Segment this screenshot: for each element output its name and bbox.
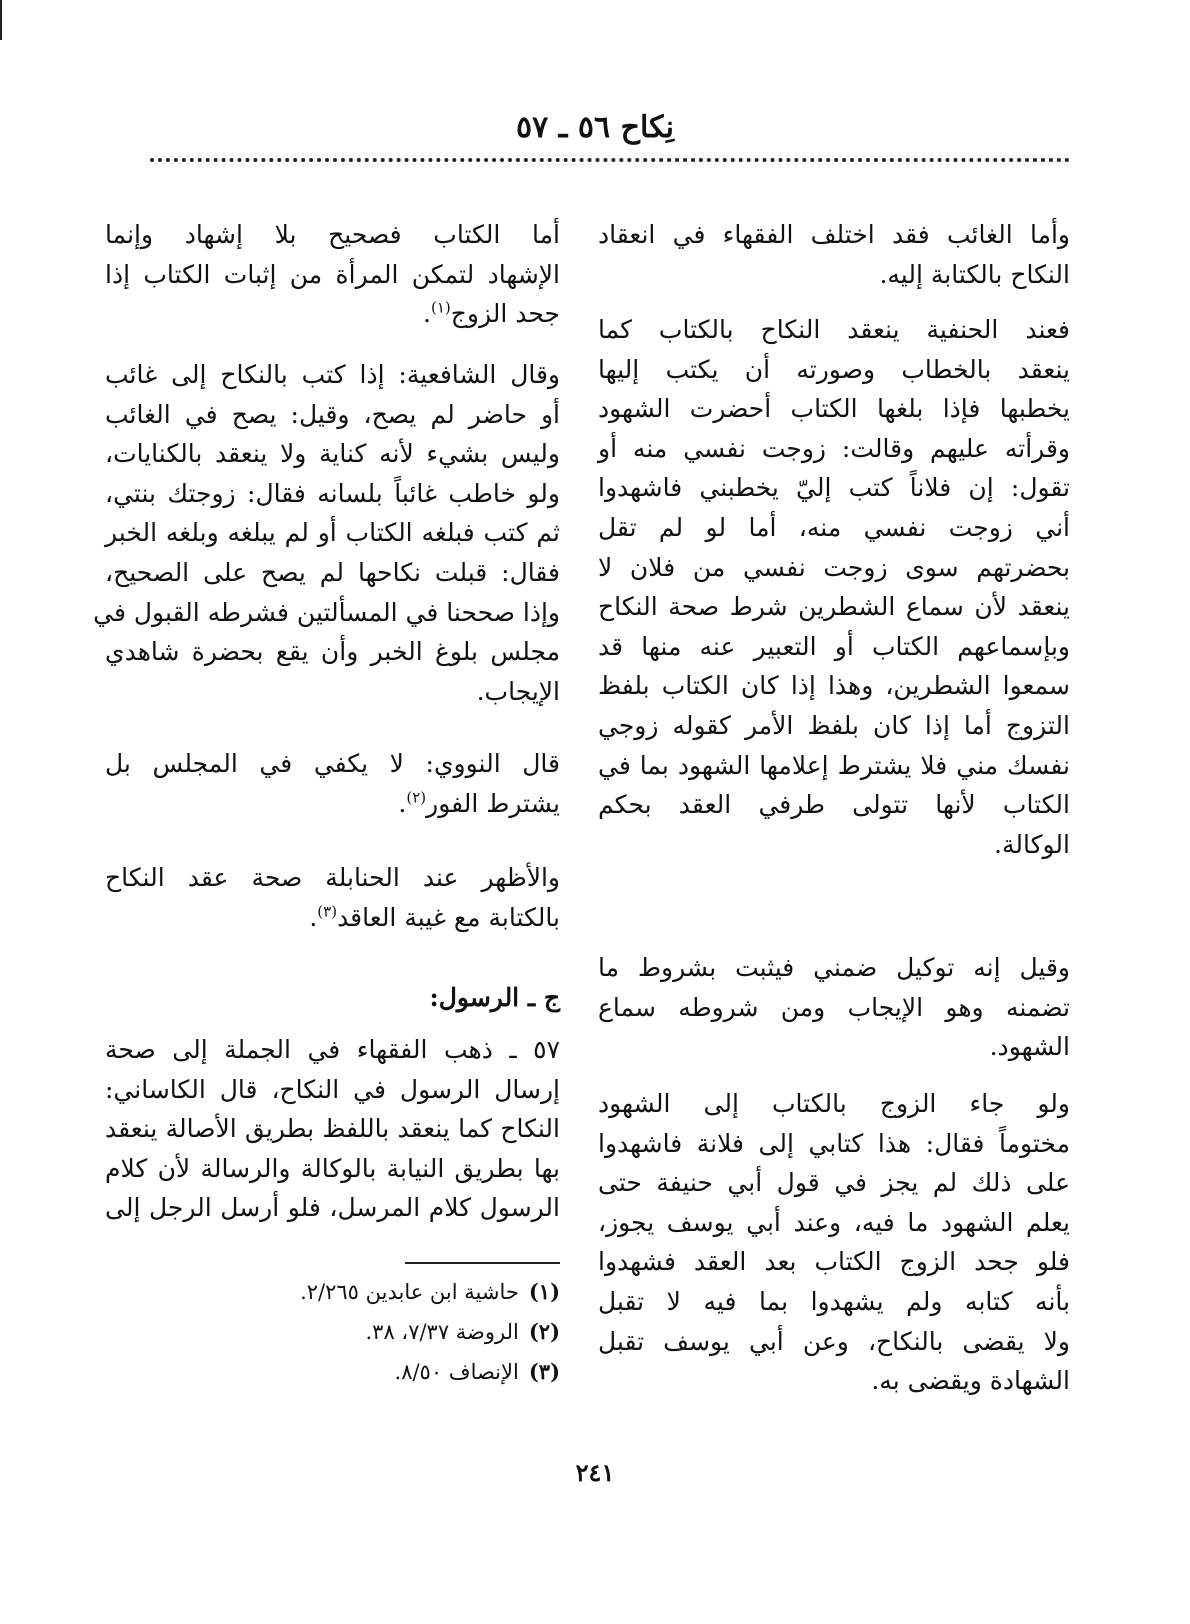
text-line [598,1242,1070,1282]
line-text: يخطبها فإذا بلغها الكتاب أحضرت الشهود [598,394,1070,424]
page-header-title: نِكاح ٥٦ ـ ٥٧ [515,110,675,145]
text-line [93,593,560,633]
footnote-item [260,1352,560,1392]
line-text: وليس بشيء لأنه كناية ولا ينعقد بالكنايات، [105,439,560,469]
text-line [598,508,1070,548]
text-line [598,988,1070,1028]
line-text: الشهود. [989,1032,1070,1062]
text-line [105,672,560,712]
text-line [105,553,560,593]
text-line [598,548,1070,588]
text-line [598,429,1070,469]
text-line [105,294,560,334]
text-line [598,468,1070,508]
line-text: ينعقد لأن سماع الشطرين شرط صحة النكاح [598,592,1070,622]
line-text: الكتاب لأنها تتولى طرفي العقد بحكم [598,790,1070,820]
footnote-reference: (٢) [406,788,427,807]
line-text: الرسول كلام المرسل، فلو أرسل الرجل إلى [105,1193,560,1223]
footnote-item [260,1312,560,1352]
text-line [105,434,560,474]
text-line [598,1027,1070,1067]
line-text: على ذلك لم يجز في قول أبي حنيفة حتى [598,1168,1070,1198]
text-line [105,1070,560,1110]
text-line [105,355,560,395]
text-line [105,255,560,295]
paragraph [105,858,560,937]
line-end-punctuation: . [398,788,407,818]
text-line [598,706,1070,746]
line-text: تقول: إن فلاناً كتب إليّ يخطبني فاشهدوا [598,473,1070,503]
line-text: فعند الحنفية ينعقد النكاح بالكتاب كما [598,315,1070,344]
line-text: ولو خاطب غائباً بلسانه فقال: زوجتك بنتي، [105,478,560,508]
line-text: أو حاضر لم يصح، وقيل: يصح في الغائب [105,399,560,429]
line-text: النكاح كما ينعقد باللفظ بطريق الأصالة ينعقد [105,1114,560,1144]
footnote-text: حاشية ابن عابدين ٢/٢٦٥. [300,1280,519,1304]
line-text: وقال الشافعية: إذا كتب بالنكاح إلى غائب [105,360,560,389]
text-line [598,666,1070,706]
line-text: بحضرتهم سوى زوجت نفسي من فلان لا [598,552,1070,582]
text-line [598,1124,1070,1164]
text-line [598,746,1070,786]
footnote-text: الإنصاف ٨/٥٠. [394,1360,519,1384]
line-text: ثم كتب فبلغه الكتاب أو لم يبلغه وبلغه الخبر [105,518,560,548]
footnote-item [260,1272,560,1312]
text-line [598,785,1070,825]
text-line [598,310,1070,350]
line-text: بها بطريق النيابة بالوكالة والرسالة لأن كلام [105,1153,560,1183]
text-line [105,215,560,255]
footnotes [260,1272,560,1392]
scan-edge-mark [0,0,2,40]
line-end-punctuation: . [309,902,318,932]
line-text: أني زوجت نفسي منه، أما لو لم تقل [598,512,1070,542]
text-line [105,978,560,1018]
footnote-number: (١) [528,1279,560,1304]
line-end-punctuation: . [423,299,431,329]
line-text: النكاح بالكتابة إليه. [879,259,1070,289]
line-text: ولو جاء الزوج بالكتاب إلى الشهود [598,1089,1070,1118]
text-line [105,1149,560,1189]
text-line [598,350,1070,390]
line-text: وبإسماعهم الكتاب أو التعبير عنه منها قد [598,631,1070,661]
line-text: بأنه كتابه ولم يشهدوا بما فيه لا تقبل [598,1286,1070,1316]
line-text: وأما الغائب فقد اختلف الفقهاء في انعقاد [598,220,1070,249]
text-line [598,948,1070,988]
line-text: مجلس بلوغ الخبر وأن يقع بحضرة شاهدي [105,637,560,667]
page-number: ٢٤١ [575,1458,615,1487]
footnote-separator [405,1262,560,1264]
text-line [598,1322,1070,1362]
text-line [598,1203,1070,1243]
line-text: وقيل إنه توكيل ضمني فيثبت بشروط ما [598,953,1070,982]
line-text: نفسك مني فلا يشترط إعلامها الشهود بما في [598,750,1070,780]
line-text: إرسال الرسول في النكاح، قال الكاساني: [105,1074,560,1104]
paragraph [598,1084,1070,1401]
text-line [598,1361,1070,1401]
header-dotted-divider [150,158,1070,166]
line-text: سمعوا الشطرين، وهذا إذا كان الكتاب بلفظ [598,671,1070,701]
text-line [598,825,1070,865]
line-text: ج ـ الرسول: [429,983,560,1012]
line-text: الإشهاد لتمكن المرأة من إثبات الكتاب إذا [105,259,560,289]
footnote-text: الروضة ٧/٣٧، ٣٨. [365,1320,519,1344]
paragraph [105,215,560,334]
text-line [105,898,560,938]
text-line [598,255,1070,295]
text-line [105,1030,560,1070]
line-text: تضمنه وهو الإيجاب ومن شروطه سماع [598,992,1070,1022]
line-text: فلو جحد الزوج الكتاب بعد العقد فشهدوا [598,1247,1070,1277]
line-text: الشهادة ويقضى به. [871,1366,1070,1396]
line-text: يعلم الشهود ما فيه، وعند أبي يوسف يجوز، [598,1207,1070,1237]
text-line [598,215,1070,255]
text-line [105,632,560,672]
line-text: بالكتابة مع غيبة العاقد [337,902,560,932]
line-text: ينعقد بالخطاب وصورته أن يكتب إليها [598,354,1070,384]
text-line [598,1163,1070,1203]
text-line [598,1282,1070,1322]
text-line [105,744,560,784]
paragraph [93,355,560,711]
line-text: وإذا صححنا في المسألتين فشرطه القبول في [93,597,560,627]
line-text: والأظهر عند الحنابلة صحة عقد النكاح [105,863,560,892]
line-text: ٥٧ ـ ذهب الفقهاء في الجملة إلى صحة [105,1035,560,1064]
text-line [598,1084,1070,1124]
text-line [598,389,1070,429]
line-text: فقال: قبلت نكاحها لم يصح على الصحيح، [105,557,560,587]
line-text: ولا يقضى بالنكاح، وعن أبي يوسف تقبل [598,1326,1070,1356]
line-text: يشترط الفور [426,788,560,818]
paragraph [105,1030,560,1228]
text-line [598,587,1070,627]
paragraph [598,310,1070,864]
line-text: قال النووي: لا يكفي في المجلس بل [105,749,560,778]
paragraph [598,948,1070,1067]
footnote-number: (٢) [528,1319,560,1344]
footnote-reference: (١) [430,298,451,317]
text-line [105,784,560,824]
paragraph [598,215,1070,294]
line-text: أما الكتاب فصحيح بلا إشهاد وإنما [105,220,560,249]
text-line [105,395,560,435]
text-line [105,513,560,553]
section-heading [105,978,560,1018]
text-line [105,1109,560,1149]
footnote-reference: (٣) [317,902,338,921]
text-line [598,627,1070,667]
line-text: مختوماً فقال: هذا كتابي إلى فلانة فاشهدوا [598,1128,1070,1158]
text-line [105,1188,560,1228]
line-text: الوكالة. [994,829,1070,859]
paragraph [105,744,560,823]
line-text: التزوج أما إذا كان بلفظ الأمر كقوله زوجي [598,710,1070,740]
text-line [105,474,560,514]
line-text: وقرأته عليهم وقالت: زوجت نفسي منه أو [598,433,1070,463]
line-text: جحد الزوج [450,299,560,329]
text-line [105,858,560,898]
footnote-number: (٣) [528,1359,560,1384]
line-text: الإيجاب. [476,676,560,706]
